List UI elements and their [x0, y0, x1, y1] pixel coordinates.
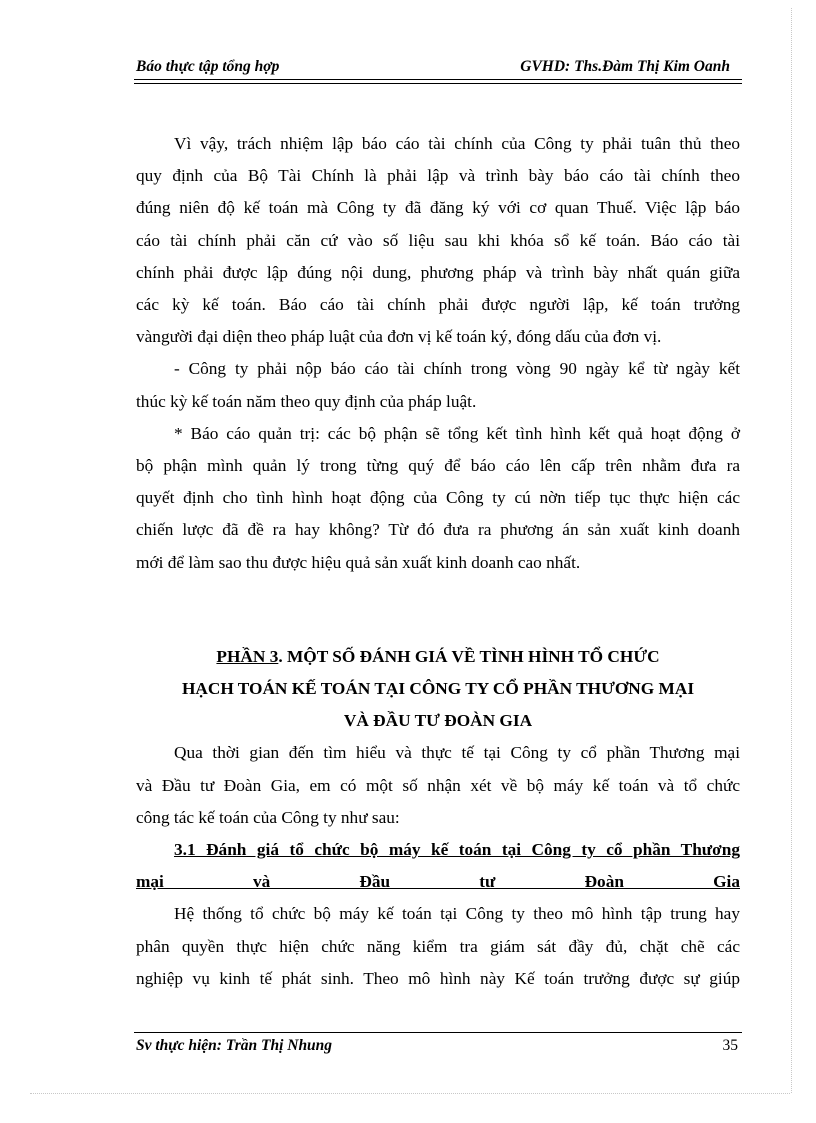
- text-line: Qua thời gian đến tìm hiểu và thực tế tại Công ty cổ phần Thương mại: [174, 743, 740, 763]
- section-label: PHẦN 3: [216, 646, 279, 666]
- page-edge-marker-bottom: [30, 1093, 790, 1094]
- text-line: Vì vậy, trách nhiệm lập báo cáo tài chính của Công ty phải tuân thủ theo: [174, 134, 740, 153]
- text-line: quyết định cho tình hình hoạt động của Công ty cú nờn tiếp tục thực hiện các: [136, 488, 740, 508]
- footer-student: Sv thực hiện: Trần Thị Nhung: [136, 1037, 333, 1054]
- text-line: bộ phận mình quản lý trong từng quý để báo cáo lên cấp trên nhằm đưa ra: [136, 456, 740, 476]
- text-line: và Đầu tư Đoàn Gia, em có một số nhận xét về bộ máy kế toán và tổ chức: [136, 775, 740, 795]
- page-header: [134, 56, 740, 78]
- page-footer: [134, 1037, 740, 1059]
- subsection-heading-line: 3.1 Đánh giá tổ chức bộ máy kế toán tại Công ty cổ phần Thương: [174, 840, 740, 860]
- page-body: [136, 128, 740, 995]
- section-heading-line: [136, 641, 740, 673]
- text-line: nghiệp vụ kinh tế phát sinh. Theo mô hình này Kế toán trưởng được sự giúp: [136, 968, 740, 988]
- page-edge-marker-right: [791, 8, 792, 1093]
- paragraph-3: [136, 418, 740, 579]
- section-heading-line: VÀ ĐẦU TƯ ĐOÀN GIA: [343, 711, 533, 731]
- paragraph-1: [136, 128, 740, 353]
- header-rule-thin: [134, 83, 742, 84]
- paragraph-5: [136, 898, 740, 995]
- header-supervisor: GVHD: Ths.Đàm Thị Kim Oanh: [520, 58, 730, 75]
- section-title-part: . MỘT SỐ ĐÁNH GIÁ VỀ TÌNH HÌNH TỔ CHỨC: [278, 646, 660, 666]
- section-heading: [136, 641, 740, 738]
- text-line: đúng niên độ kế toán mà Công ty đã đăng ký với cơ quan Thuế. Việc lập báo: [136, 198, 740, 218]
- footer-rule: [134, 1032, 742, 1033]
- text-line: thúc kỳ kế toán năm theo quy định của pháp luật.: [136, 391, 477, 411]
- text-line: * Báo cáo quản trị: các bộ phận sẽ tổng kết tình hình kết quả hoạt động ở: [174, 423, 740, 443]
- text-line: - Công ty phải nộp báo cáo tài chính trong vòng 90 ngày kể từ ngày kết: [174, 359, 740, 379]
- text-line: quy định của Bộ Tài Chính là phải lập và trình bày báo cáo tài chính theo: [136, 166, 740, 186]
- header-rule-thick: [134, 79, 742, 80]
- text-line: Hệ thống tổ chức bộ máy kế toán tại Công ty theo mô hình tập trung hay: [174, 904, 740, 924]
- text-line: vàngười đại diện theo pháp luật của đơn vị kế toán ký, đóng dấu của đơn vị.: [136, 327, 662, 347]
- text-line: chính phải được lập đúng nội dung, phương pháp và trình bày nhất quán giữa: [136, 262, 740, 282]
- text-line: phân quyền thực hiện chức năng kiểm tra giám sát đầy đủ, chặt chẽ các: [136, 936, 740, 956]
- section-heading-line: HẠCH TOÁN KẾ TOÁN TẠI CÔNG TY CỔ PHẦN THƯƠNG MẠI: [181, 679, 695, 699]
- text-line: các kỳ kế toán. Báo cáo tài chính phải được người lập, kế toán trưởng: [136, 295, 740, 315]
- page-number: 35: [722, 1037, 738, 1054]
- section-spacer: [136, 579, 740, 641]
- text-line: mới để làm sao thu được hiệu quả sản xuất kinh doanh cao nhất.: [136, 552, 581, 572]
- text-line: công tác kế toán của Công ty như sau:: [136, 807, 400, 827]
- text-line: chiến lược đã đề ra hay không? Từ đó đưa ra phương án sản xuất kinh doanh: [136, 520, 740, 540]
- subsection-heading-line: mại và Đầu tư Đoàn Gia: [136, 872, 740, 892]
- paragraph-2: [136, 353, 740, 417]
- subsection-heading: [136, 834, 740, 898]
- text-line: cáo tài chính phải căn cứ vào số liệu sau khi khóa sổ kế toán. Báo cáo tài: [136, 230, 740, 250]
- paragraph-4: [136, 737, 740, 834]
- header-report-title: Báo thực tập tổng hợp: [136, 58, 280, 75]
